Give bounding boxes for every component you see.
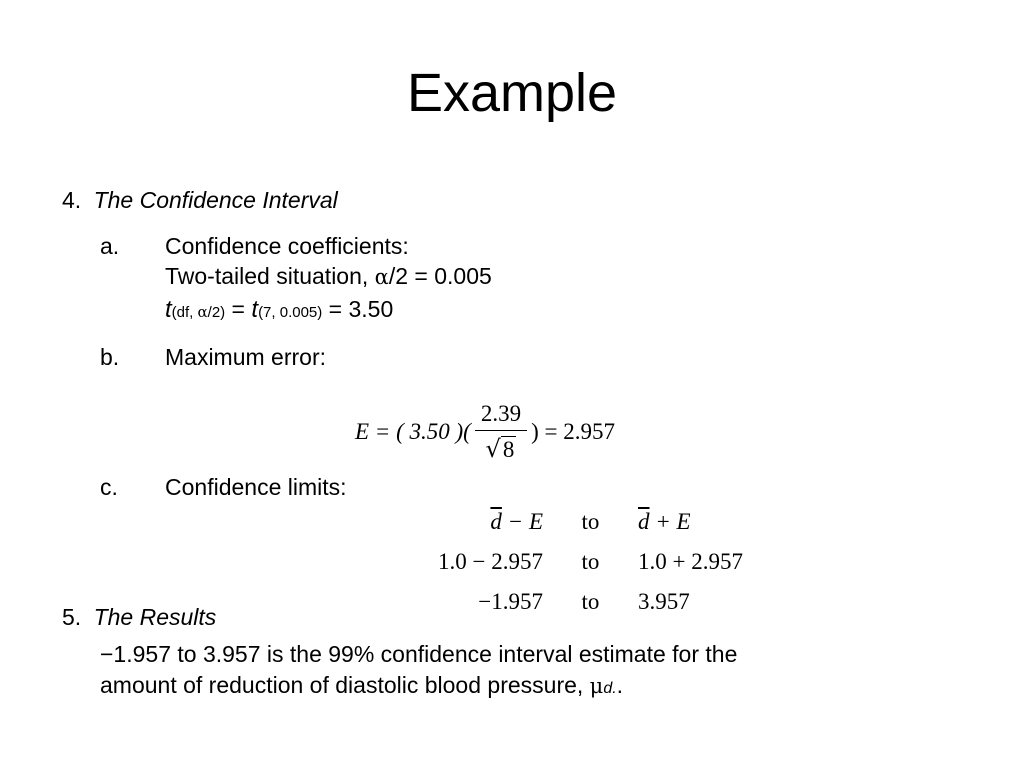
limit-lower-symbolic [413,502,543,542]
sqrt-icon: √ [485,435,501,463]
limit-upper-result: 3.957 [638,589,690,614]
item-b-label: Maximum error: [165,344,327,370]
line2-suffix: /2 = 0.005 [388,263,492,289]
mu-symbol: μ [589,674,604,698]
limit-to-label: to [581,589,600,614]
limits-row-substituted [413,542,768,582]
results-line2-prefix: amount of reduction of diastolic blood pressure, [100,672,590,698]
section-4-number: 4. [62,187,82,213]
equals-1: = [225,296,252,322]
limit-upper-substituted: 1.0 + 2.957 [638,549,743,574]
t-symbol: t [165,296,172,323]
slide-title: Example [406,63,618,123]
item-a-line1: Confidence coefficients: [165,233,409,259]
plus-e: + E [649,509,691,534]
limit-lower-substituted: 1.0 − 2.957 [438,549,543,574]
confidence-limits-table [413,502,768,622]
t1-sub-prefix: (df, [171,304,198,321]
formula-lhs: E = ( 3.50 )( [355,419,471,444]
d-bar-symbol: $\overline{d}$ [638,509,650,534]
fraction-numerator: 2.39 [475,401,527,431]
t-critical-value [165,294,393,328]
limit-to-label: to [581,509,600,534]
t-subscript-1 [172,304,226,321]
t1-sub-suffix: /2) [207,304,226,321]
limit-upper-symbolic [638,502,768,542]
limits-row-result [413,582,768,622]
t1-sub-alpha: α [197,303,208,321]
section-5-title: The Results [93,604,217,630]
limit-lower-result: −1.957 [478,589,543,614]
fraction-denominator [475,431,527,463]
d-bar-symbol: $\overline{d}$ [490,509,502,534]
section-5-heading [62,602,216,632]
item-b-marker: b. [100,344,120,370]
minus-e: − E [501,509,543,534]
formula-fraction [475,401,527,463]
line2-prefix: Two-tailed situation, [165,263,375,289]
item-c-label: Confidence limits: [165,474,347,500]
sqrt-argument: 8 [502,437,515,462]
limit-to-label: to [581,549,600,574]
t-subscript-2: (7, 0.005) [258,304,323,321]
results-line-1: −1.957 to 3.957 is the 99% confidence interval estimate for the [100,641,738,667]
limits-row-symbolic [413,502,768,542]
item-c-marker: c. [100,474,118,500]
equals-2: = [322,296,349,322]
alpha-symbol: α [374,265,389,289]
mu-subscript: d. [603,680,617,697]
results-line-2 [100,670,623,704]
section-4-title: The Confidence Interval [93,187,338,213]
item-a-line2 [165,261,492,292]
section-5-number: 5. [62,604,82,630]
t-value: 3.50 [348,296,394,322]
results-line2-suffix: . [616,672,624,698]
formula-rhs: ) = 2.957 [531,419,615,444]
max-error-formula [355,394,615,470]
t-symbol-2: t [251,296,259,323]
section-4-heading [62,185,338,215]
item-a-marker: a. [100,233,120,259]
